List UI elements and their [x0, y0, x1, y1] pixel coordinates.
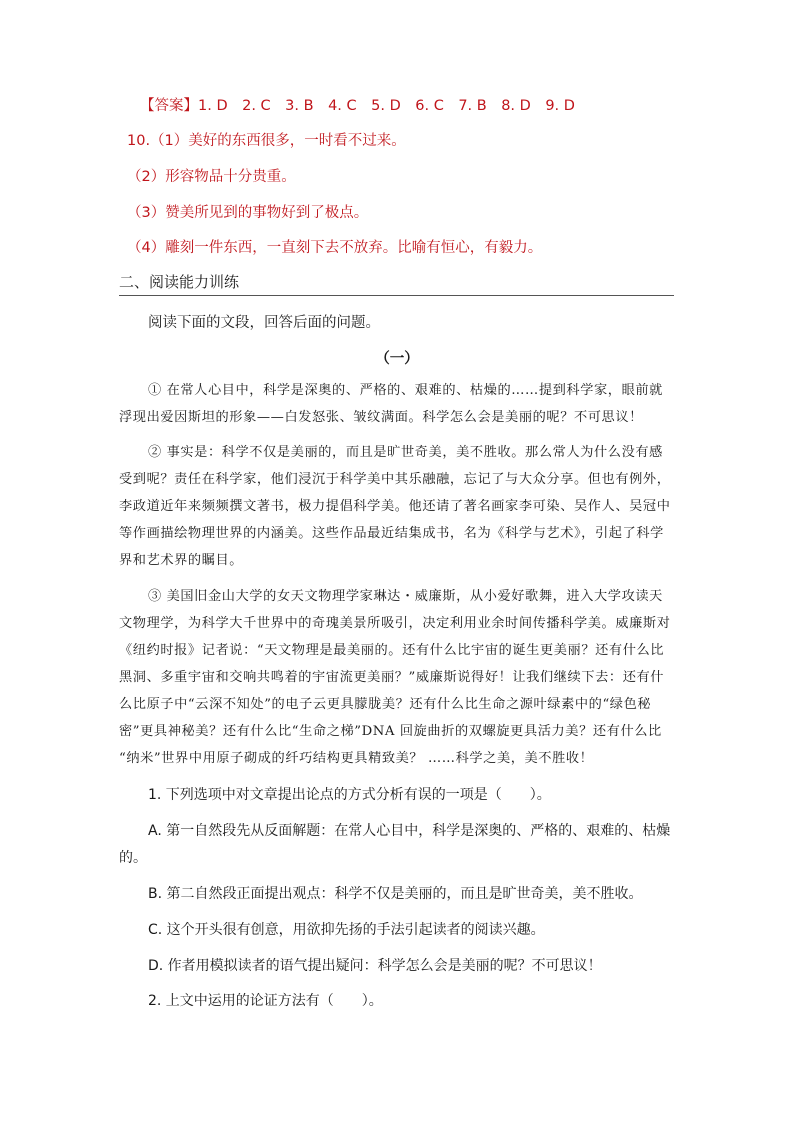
answer-10-2: （2）形容物品十分贵重。 [127, 169, 296, 185]
passage-part-title: （一） [375, 351, 419, 367]
answer-10-3: （3）赞美所见到的事物好到了极点。 [127, 205, 369, 221]
passage-p2-line: 等作画描绘物理世界的内涵美。这些作品最近结集成书，名为《科学与艺术》，引起了科学 [119, 526, 664, 541]
answer-10-4: （4）雕刻一件东西，一直刻下去不放弃。比喻有恒心，有毅力。 [127, 240, 543, 256]
answers-line [140, 96, 575, 116]
passage-p3-line: 密”更具神秘美？还有什么比“生命之梯”DNA 回旋曲折的双螺旋更具活力美？还有什么比 [119, 724, 662, 739]
passage-p3-line: 黑洞、多重宇宙和交响共鸣着的宇宙流更美丽？”威廉斯说得好！让我们继续下去：还有什 [119, 670, 665, 685]
passage-p2-line: ② 事实是：科学不仅是美丽的，而且是旷世奇美，美不胜收。那么常人为什么没有感 [148, 445, 663, 460]
answer-10-1: 10.（1）美好的东西很多，一时看不过来。 [127, 133, 406, 149]
passage-p3-line: 文物理学，为科学大千世界中的奇瑰美景所吸引，决定利用业余时间传播科学美。威廉斯对 [119, 616, 671, 631]
passage-p3-line: “纳米”世界中用原子砌成的纤巧结构更具精致美？ ……科学之美，美不胜收！ [119, 751, 594, 766]
passage-p1-line: ① 在常人心目中，科学是深奥的、严格的、艰难的、枯燥的……提到科学家，眼前就 [148, 383, 663, 398]
section-title: 二、阅读能力训练 [119, 273, 240, 291]
passage-p3-line: 《纽约时报》记者说：“天文物理是最美丽的。还有什么比宇宙的诞生更美丽？还有什么比 [119, 643, 665, 658]
question-1: 1. 下列选项中对文章提出论点的方式分析有误的一项是（ ）。 [148, 787, 551, 803]
answer-label: 【答案】 [140, 98, 198, 114]
passage-p2-line: 界和艺术界的瞩目。 [119, 553, 244, 568]
passage-p1-line: 浮现出爱因斯坦的形象——白发怒张、皱纹满面。科学怎么会是美丽的呢？不可思议！ [119, 410, 643, 425]
answer-values: 1. D 2. C 3. B 4. C 5. D 6. C 7. B 8. D 9. D [198, 98, 575, 114]
question-1-option-d: D. 作者用模拟读者的语气提出疑问：科学怎么会是美丽的呢？不可思议！ [148, 958, 602, 974]
passage-p2-line: 李政道近年来频频撰文著书，极力提倡科学美。他还请了著名画家李可染、吴作人、吴冠中 [119, 499, 671, 514]
question-2: 2. 上文中运用的论证方法有（ ）。 [148, 993, 383, 1009]
question-1-option-b: B. 第二自然段正面提出观点：科学不仅是美丽的，而且是旷世奇美，美不胜收。 [148, 886, 643, 902]
question-1-option-a-cont: 的。 [119, 850, 147, 866]
section-divider [119, 295, 674, 296]
passage-p3-line: 么比原子中“云深不知处”的电子云更具朦胧美？还有什么比生命之源叶绿素中的“绿色秘 [119, 697, 652, 712]
question-1-option-c: C. 这个开头很有创意，用欲抑先扬的手法引起读者的阅读兴趣。 [148, 922, 545, 938]
passage-p2-line: 受到呢？责任在科学家，他们浸沉于科学美中其乐融融，忘记了与大众分享。但也有例外， [119, 472, 671, 487]
reading-instruction: 阅读下面的文段，回答后面的问题。 [148, 315, 380, 331]
question-1-option-a: A. 第一自然段先从反面解题：在常人心目中，科学是深奥的、严格的、艰难的、枯燥 [148, 823, 671, 839]
passage-p3-line: ③ 美国旧金山大学的女天文物理学家琳达・威廉斯，从小爱好歌舞，进入大学攻读天 [148, 589, 663, 604]
